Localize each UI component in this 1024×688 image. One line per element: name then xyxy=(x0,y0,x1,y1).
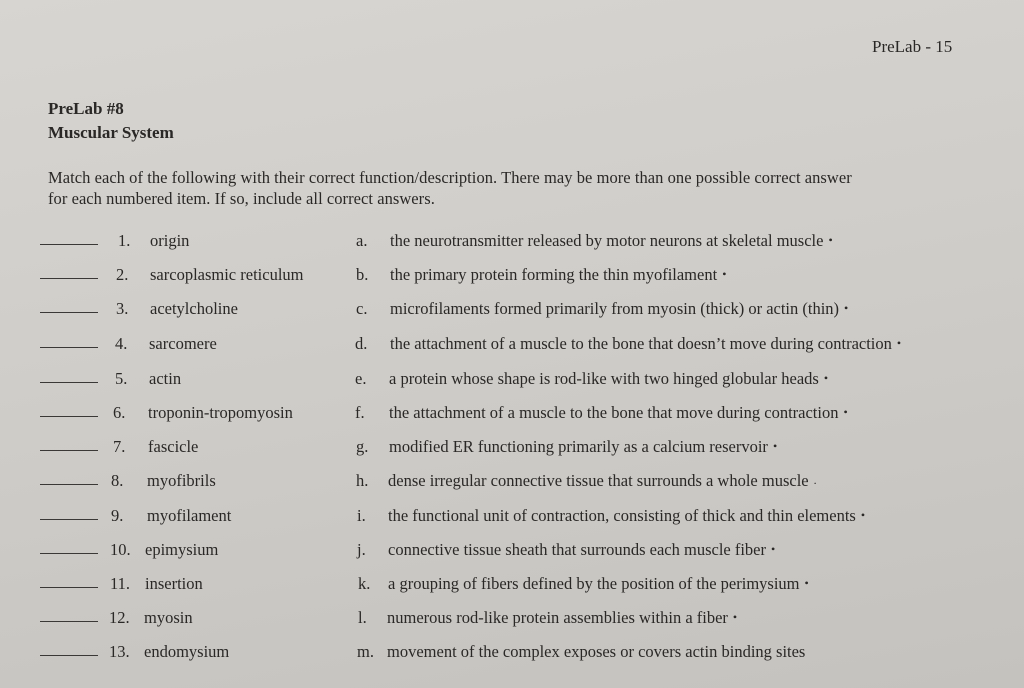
page-title: PreLab #8 xyxy=(48,99,124,118)
item-number: 4. xyxy=(115,334,128,353)
item-term: actin xyxy=(149,369,182,388)
handwritten-mark: . xyxy=(813,473,817,487)
item-number: 10. xyxy=(110,540,131,559)
description-text: connective tissue sheath that surrounds each muscle fiber xyxy=(388,540,767,559)
answer-blank[interactable] xyxy=(40,587,98,588)
answer-blank[interactable] xyxy=(40,621,98,622)
item-number: 11. xyxy=(110,574,131,593)
handwritten-mark: • xyxy=(772,439,778,453)
item-number: 9. xyxy=(111,506,124,525)
description-wrapper xyxy=(389,403,848,423)
page-number: PreLab - 15 xyxy=(872,37,953,56)
answer-blank[interactable] xyxy=(40,278,98,279)
description-wrapper xyxy=(390,231,833,251)
answer-blank[interactable] xyxy=(40,450,98,451)
description-text: the primary protein forming the thin myofilament xyxy=(390,265,718,284)
description-wrapper xyxy=(388,574,809,594)
description-text: modified ER functioning primarily as a calcium reservoir xyxy=(389,437,768,456)
description-text: numerous rod-like protein assemblies within a fiber xyxy=(387,608,728,627)
description-wrapper xyxy=(387,642,810,662)
description-letter: j. xyxy=(357,540,366,559)
matching-row xyxy=(0,540,1024,564)
description-letter: h. xyxy=(356,471,369,490)
description-letter: k. xyxy=(358,574,371,593)
item-term: acetylcholine xyxy=(150,299,238,318)
item-term: myosin xyxy=(144,608,193,627)
description-wrapper xyxy=(387,608,737,628)
instructions-line-1: Match each of the following with their correct function/description. There may be more than one possible correct answer xyxy=(48,168,852,187)
item-number: 3. xyxy=(116,299,129,318)
item-number: 8. xyxy=(111,471,124,490)
item-number: 1. xyxy=(118,231,131,250)
description-text: a grouping of fibers defined by the position of the perimysium xyxy=(388,574,800,593)
description-wrapper xyxy=(390,334,901,354)
instructions-line-2: for each numbered item. If so, include all correct answers. xyxy=(48,189,435,208)
answer-blank[interactable] xyxy=(40,244,98,245)
item-number: 6. xyxy=(113,403,126,422)
description-letter: a. xyxy=(356,231,368,250)
description-text: microfilaments formed primarily from myosin (thick) or actin (thin) xyxy=(390,299,840,318)
description-text: a protein whose shape is rod-like with two hinged globular heads xyxy=(389,369,819,388)
description-letter: d. xyxy=(355,334,368,353)
handwritten-mark: • xyxy=(771,542,776,556)
matching-row xyxy=(0,574,1024,598)
handwritten-mark: • xyxy=(804,576,809,590)
answer-blank[interactable] xyxy=(40,655,98,656)
matching-row xyxy=(0,471,1024,495)
handwritten-mark: • xyxy=(843,405,848,419)
description-text: the functional unit of contraction, consisting of thick and thin elements xyxy=(388,506,856,525)
item-number: 12. xyxy=(109,608,130,627)
matching-row xyxy=(0,231,1024,255)
answer-blank[interactable] xyxy=(40,519,98,520)
description-wrapper xyxy=(390,299,848,319)
handwritten-mark: • xyxy=(844,301,849,315)
description-letter: m. xyxy=(357,642,374,661)
description-letter: g. xyxy=(356,437,369,456)
answer-blank[interactable] xyxy=(40,312,98,313)
matching-row xyxy=(0,506,1024,530)
item-number: 5. xyxy=(115,369,128,388)
item-number: 7. xyxy=(113,437,126,456)
matching-row xyxy=(0,265,1024,289)
handwritten-mark: • xyxy=(828,233,833,247)
matching-row xyxy=(0,299,1024,323)
answer-blank[interactable] xyxy=(40,382,98,383)
matching-row xyxy=(0,642,1024,666)
description-wrapper xyxy=(389,437,777,457)
item-term: fascicle xyxy=(148,437,199,456)
description-letter: l. xyxy=(358,608,367,627)
matching-row xyxy=(0,403,1024,427)
description-letter: f. xyxy=(355,403,365,422)
matching-row xyxy=(0,437,1024,461)
item-term: troponin-tropomyosin xyxy=(148,403,293,422)
item-term: insertion xyxy=(145,574,203,593)
page-subtitle: Muscular System xyxy=(48,123,174,142)
description-wrapper xyxy=(388,471,817,491)
item-term: endomysium xyxy=(144,642,230,661)
item-number: 2. xyxy=(116,265,129,284)
description-letter: c. xyxy=(356,299,368,318)
description-letter: i. xyxy=(357,506,366,525)
answer-blank[interactable] xyxy=(40,347,98,348)
matching-row xyxy=(0,369,1024,393)
description-text: dense irregular connective tissue that surrounds a whole muscle xyxy=(388,471,809,490)
handwritten-mark: • xyxy=(732,610,738,624)
matching-row xyxy=(0,608,1024,632)
answer-blank[interactable] xyxy=(40,484,98,485)
handwritten-mark: • xyxy=(896,336,902,350)
answer-blank[interactable] xyxy=(40,416,98,417)
handwritten-mark: • xyxy=(722,267,727,281)
description-text: movement of the complex exposes or covers actin binding sites xyxy=(387,642,806,661)
item-term: epimysium xyxy=(145,540,219,559)
description-wrapper xyxy=(389,369,828,389)
handwritten-mark: • xyxy=(823,371,829,385)
item-term: sarcomere xyxy=(149,334,217,353)
description-wrapper xyxy=(388,506,865,526)
item-number: 13. xyxy=(109,642,130,661)
item-term: myofibrils xyxy=(147,471,216,490)
item-term: origin xyxy=(150,231,190,250)
description-wrapper xyxy=(390,265,726,285)
description-wrapper xyxy=(388,540,775,560)
description-letter: b. xyxy=(356,265,369,284)
matching-row xyxy=(0,334,1024,358)
item-term: myofilament xyxy=(147,506,232,525)
handwritten-mark: • xyxy=(860,508,866,522)
description-text: the attachment of a muscle to the bone that move during contraction xyxy=(389,403,839,422)
description-text: the neurotransmitter released by motor neurons at skeletal muscle xyxy=(390,231,824,250)
answer-blank[interactable] xyxy=(40,553,98,554)
description-text: the attachment of a muscle to the bone that doesn’t move during contraction xyxy=(390,334,892,353)
item-term: sarcoplasmic reticulum xyxy=(150,265,304,284)
description-letter: e. xyxy=(355,369,367,388)
